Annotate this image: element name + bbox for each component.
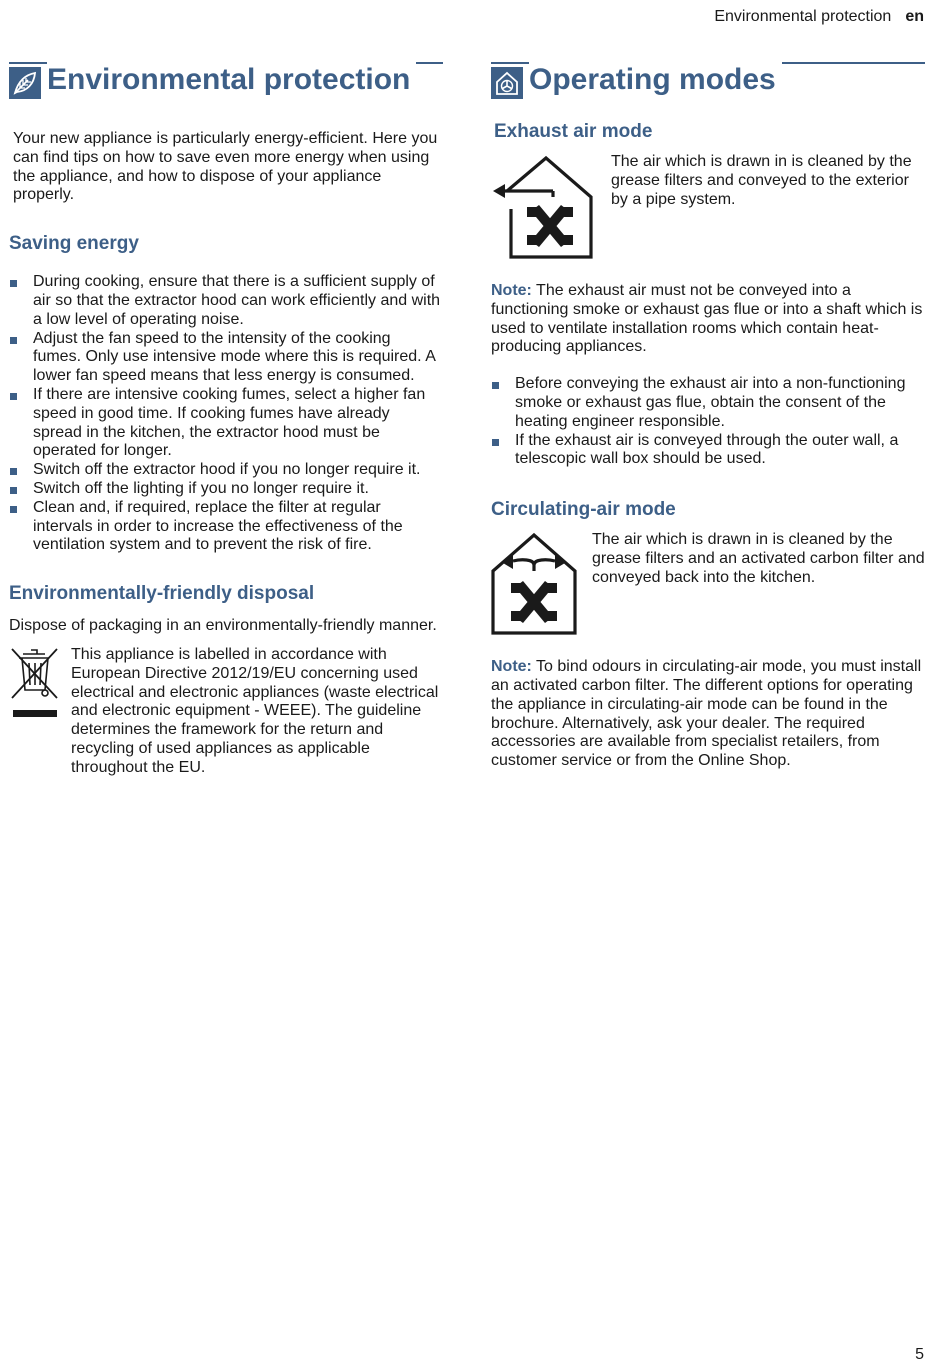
disposal-heading: Environmentally-friendly disposal (9, 583, 315, 605)
leaf-icon (9, 67, 41, 99)
list-item: Switch off the lighting if you no longer require it. (9, 480, 443, 499)
exhaust-air-house-icon (491, 153, 611, 268)
exhaust-mode-block (491, 153, 925, 268)
intro-paragraph: Your new appliance is particularly energy-efficient. Here you can find tips on how to save even more energy when using the appliance, and how to dispose of your appliance properly. (13, 130, 438, 204)
fan-house-icon (491, 67, 523, 99)
weee-block (9, 646, 443, 778)
list-item: Adjust the fan speed to the intensity of the cooking fumes. Only use intensive mode where this is required. A lower fan speed means that less energy is consumed. (9, 330, 443, 386)
circulating-note-text: To bind odours in circulating-air mode, you must install an activated carbon filter. The different options for operating the appliance in circulating-air mode can be found in the brochure. Alternatively, ask your dealer. The required accessories are available from specialist retailers, from customer service or from the Online Shop. (491, 658, 922, 770)
environmental-protection-heading-row (9, 62, 443, 104)
list-item: If the exhaust air is conveyed through the outer wall, a telescopic wall box should be used. (491, 432, 925, 470)
list-item: If there are intensive cooking fumes, select a higher fan speed in good time. If cooking fumes have already spread in the kitchen, the extractor hood must be operated for longer. (9, 386, 443, 461)
list-item: During cooking, ensure that there is a sufficient supply of air so that the extractor hood can work efficiently and with a low level of operating noise. (9, 273, 443, 329)
list-item: Switch off the extractor hood if you no longer require it. (9, 461, 443, 480)
weee-paragraph: This appliance is labelled in accordance with European Directive 2012/19/EU concerning used electrical and electronic appliances (waste electrical and electronic equipment - WEEE). The guideline determines the framework for the return and recycling of used appliances as applicable throughout the EU. (71, 645, 439, 776)
list-item: Clean and, if required, replace the filter at regular intervals in order to increase the effectiveness of the ventilation system and to prevent the risk of fire. (9, 499, 443, 555)
list-item: Before conveying the exhaust air into a non-functioning smoke or exhaust gas flue, obtain the consent of the heating engineer responsible. (491, 375, 925, 431)
operating-modes-column (491, 62, 925, 771)
exhaust-note (491, 282, 925, 357)
page-title-operating-modes: Operating modes (529, 62, 782, 98)
exhaust-mode-paragraph: The air which is drawn in is cleaned by the grease filters and conveyed to the exterior by a pipe system. (611, 153, 912, 208)
crossed-out-wheelie-bin-icon (9, 646, 71, 778)
page-number: 5 (915, 1346, 924, 1363)
saving-energy-list (9, 273, 443, 555)
running-header (714, 8, 924, 26)
exhaust-air-mode-heading: Exhaust air mode (494, 121, 653, 142)
circulating-mode-paragraph: The air which is drawn in is cleaned by the grease filters and an activated carbon filter and conveyed back into the kitchen. (592, 531, 925, 586)
page-title-environmental-protection: Environmental protection (47, 62, 416, 98)
circulating-note (491, 658, 925, 771)
running-header-section: Environmental protection (714, 8, 892, 25)
exhaust-list (491, 375, 925, 469)
operating-modes-heading-row (491, 62, 925, 104)
saving-energy-heading: Saving energy (9, 233, 139, 255)
language-code: en (905, 8, 924, 25)
circulating-mode-block (491, 531, 925, 642)
environmental-protection-column (9, 62, 443, 778)
disposal-paragraph: Dispose of packaging in an environmentally-friendly manner. (9, 617, 437, 635)
note-label: Note: (491, 282, 532, 299)
exhaust-note-text: The exhaust air must not be conveyed into a functioning smoke or exhaust gas flue or into a shaft which is used to ventilate installation rooms which contain heat-producing appliances. (491, 282, 923, 356)
note-label: Note: (491, 658, 532, 676)
circulating-air-house-icon (491, 531, 592, 642)
circulating-air-mode-heading: Circulating-air mode (491, 499, 676, 521)
